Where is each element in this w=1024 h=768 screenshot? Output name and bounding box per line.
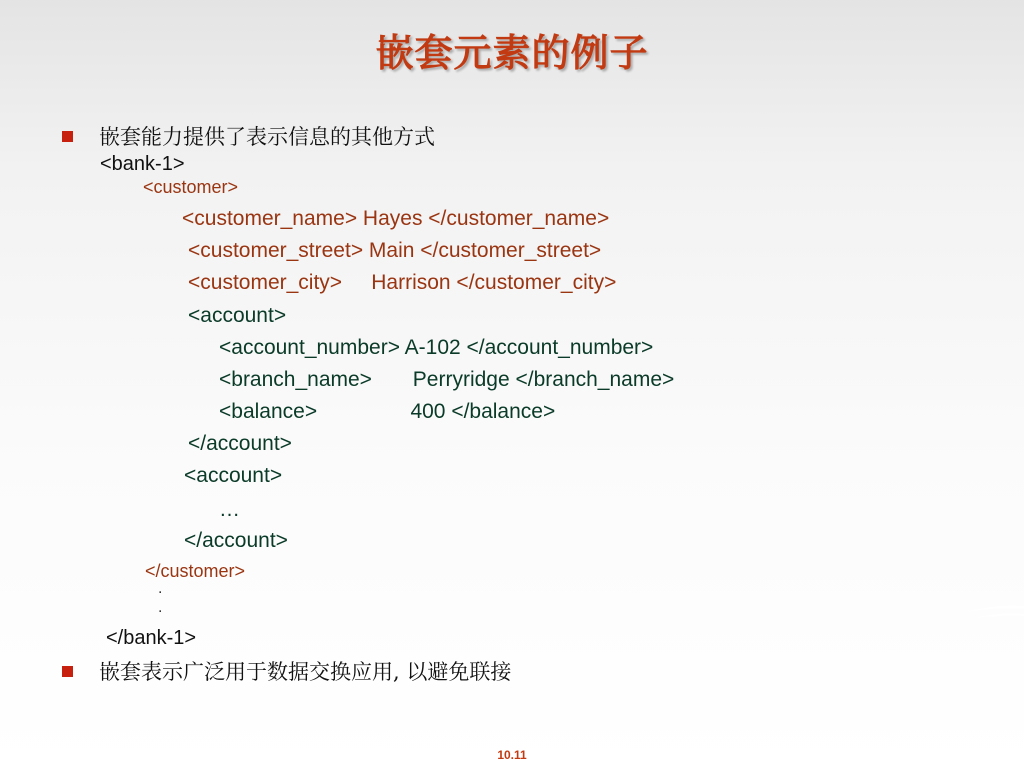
- code-balance: <balance> 400 </balance>: [219, 400, 556, 423]
- bullet-text-1: 嵌套能力提供了表示信息的其他方式: [99, 125, 435, 149]
- code-customer-street: <customer_street> Main </customer_street>: [188, 239, 602, 262]
- page-number: 10.11: [497, 748, 527, 762]
- square-bullet-icon: [62, 131, 73, 142]
- code-branch-name: <branch_name> Perryridge </branch_name>: [219, 368, 675, 391]
- code-customer-close: </customer>: [145, 561, 246, 581]
- slide-title: 嵌套元素的例子: [375, 30, 649, 75]
- code-account-open: <account>: [188, 304, 287, 327]
- decorative-swoosh: [964, 596, 1024, 626]
- square-bullet-icon: [62, 666, 73, 677]
- code-dot-2: .: [158, 599, 163, 616]
- code-dot-1: .: [158, 580, 163, 597]
- bullet-text-2: 嵌套表示广泛用于数据交换应用, 以避免联接: [99, 660, 512, 684]
- code-customer-open: <customer>: [143, 177, 239, 197]
- code-account-close: </account>: [188, 432, 292, 455]
- code-customer-city: <customer_city> Harrison </customer_city>: [188, 271, 617, 294]
- code-account2-close: </account>: [184, 529, 288, 552]
- code-ellipsis: …: [219, 498, 240, 521]
- bullet-item-2: [62, 656, 511, 686]
- code-account-number: <account_number> A-102 </account_number>: [219, 336, 654, 359]
- code-customer-name: <customer_name> Hayes </customer_name>: [182, 207, 610, 230]
- code-account2-open: <account>: [184, 464, 283, 487]
- bullet-item-1: [62, 121, 435, 151]
- code-bank-close: </bank-1>: [106, 627, 197, 649]
- code-bank-open: <bank-1>: [100, 153, 185, 175]
